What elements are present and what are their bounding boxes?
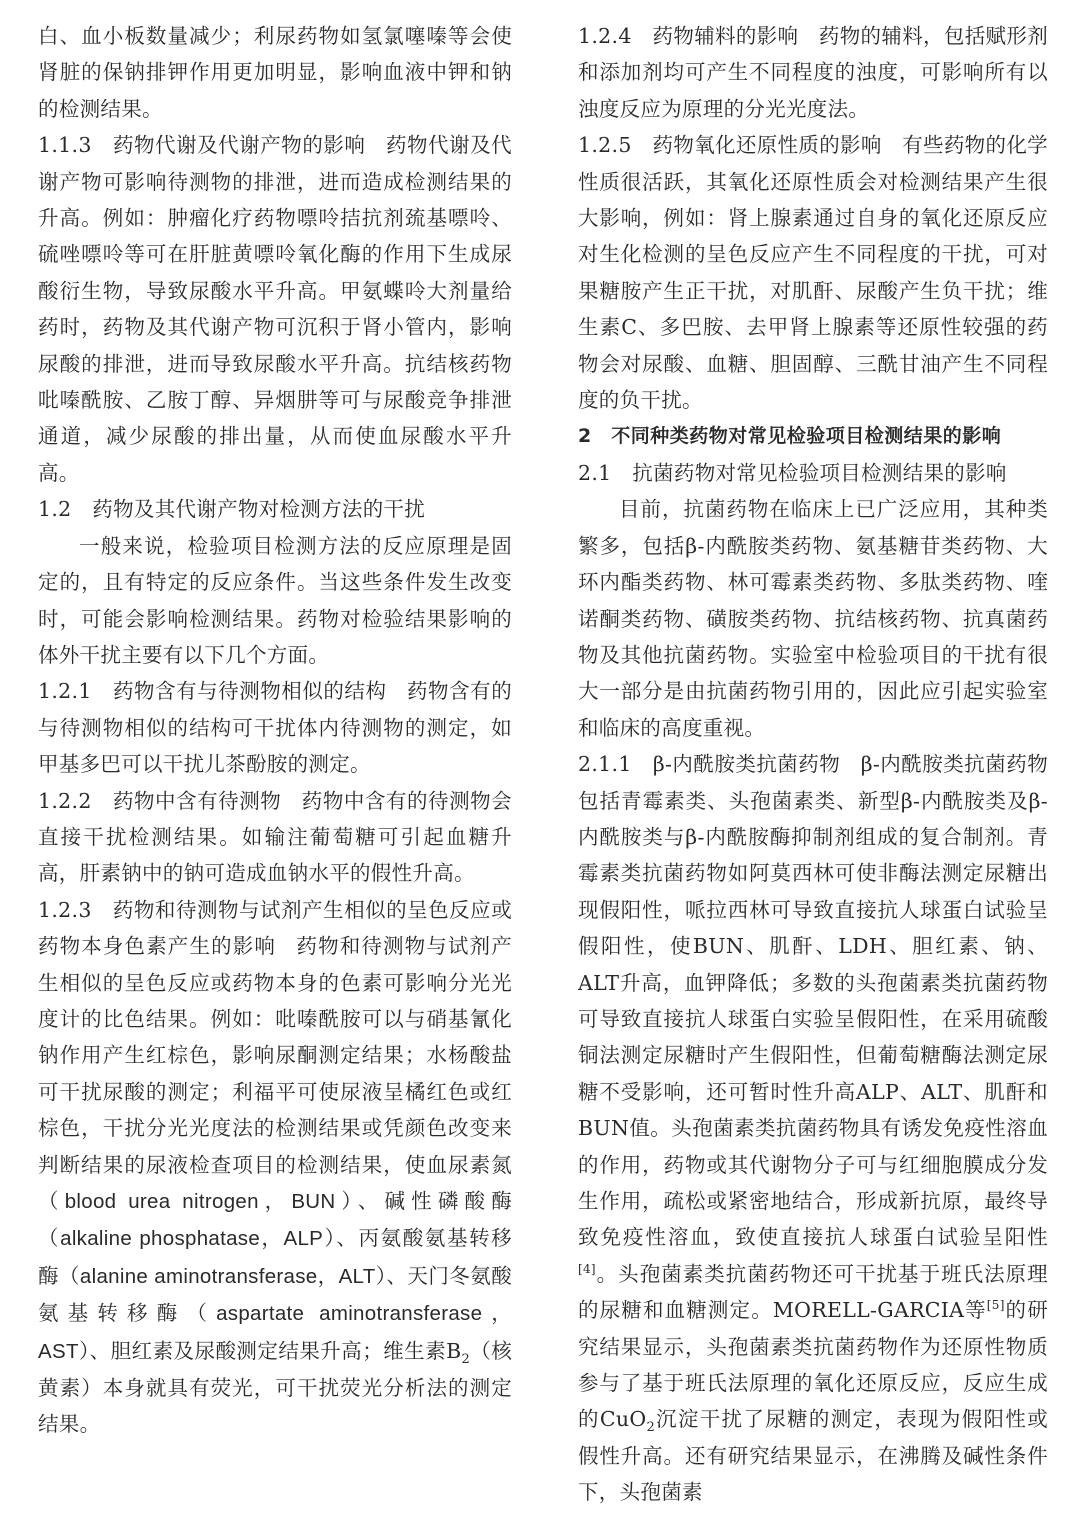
subsection-1-2-5: [578, 127, 1048, 418]
subsection-1-2-2-text: 药物中含有的待测物会直接干扰检测结果。如输注葡萄糖可引起血糖升高，肝素钠中的钠可造成血钠水平的假性升高。: [38, 788, 512, 886]
term-alp: alkaline phosphatase，ALP: [60, 1227, 324, 1251]
term-ast: aspartate aminotransferase，AST: [38, 1302, 512, 1363]
subsection-1-2-1-text: 药物含有的与待测物相似的结构可干扰体内待测物的测定，如甲基多巴可以干扰儿茶酚胺的测定。: [38, 679, 512, 777]
paragraph-intro: 白、血小板数量减少；利尿药物如氢氯噻嗪等会使肾脏的保钠排钾作用更加明显，影响血液中钾和钠的检测结果。: [38, 24, 512, 121]
section-2-heading: 2 不同种类药物对常见检验项目检测结果的影响: [578, 425, 1002, 448]
subsection-1-1-3-heading: 1.1.3 药物代谢及代谢产物的影响: [38, 133, 366, 158]
subsection-1-2-5-text: 有些药物的化学性质很活跃，其氧化还原性质会对检测结果产生很大影响，例如：肾上腺素通过自身的氧化还原反应对生化检测的呈色反应产生不同程度的干扰，可对果糖胺产生正干扰，对肌酐、尿酸产生负干扰；维生素C、多巴胺、去甲肾上腺素等还原性较强的药物会对尿酸、血糖、胆固醇、三酰甘油产生不同程度的负干扰。: [578, 133, 1048, 413]
subsection-1-2-4-heading: 1.2.4 药物辅料的影响: [578, 24, 799, 48]
subsection-1-2-1-heading: 1.2.1 药物含有与待测物相似的结构: [38, 679, 387, 704]
subsection-1-2-2-heading: 1.2.2 药物中含有待测物: [38, 788, 282, 813]
section-1-2-heading: 1.2 药物及其代谢产物对检测方法的干扰: [38, 497, 426, 522]
subsection-2-1-1-text: β-内酰胺类抗菌药物包括青霉素类、头孢菌素类、新型β-内酰胺类及β-内酰胺类与β-内酰胺酶抑制剂组成的复合制剂。青霉素类抗菌药物如阿莫西林可使非酶法测定尿糖出现假阳性，哌拉西林可导致直接抗人球蛋白试验呈假阳性，使BUN、肌酐、LDH、胆红素、钠、ALT升高，血钾降低；多数的头孢菌素类抗菌药物可导致直接抗人球蛋白实验呈假阳性，在采用硫酸铜法测定尿糖时产生假阳性，但葡萄糖酶法测定尿糖不受影响，还可暂时性升高ALP、ALT、肌酐和BUN值。头孢菌素类抗菌药物具有诱发免疫性溶血的作用，药物或其代谢物分子可与红细胞膜成分发生作用，疏松或紧密地结合，形成新抗原，最终导致免疫性溶血，致使直接抗人球蛋白试验呈阳性: [578, 752, 1048, 1250]
subsection-1-1-3-text: 药物代谢及代谢产物可影响待测物的排泄，进而造成检测结果的升高。例如：肿瘤化疗药物嘌呤拮抗剂巯基嘌呤、硫唑嘌呤等可在肝脏黄嘌呤氧化酶的作用下生成尿酸衍生物，导致尿酸水平升高。甲氨蝶呤大剂量给药时，药物及其代谢产物可沉积于肾小管内，影响尿酸的排泄，进而导致尿酸水平升高。抗结核药物吡嗪酰胺、乙胺丁醇、异烟肼等可与尿酸竞争排泄通道，减少尿酸的排出量，从而使血尿酸水平升高。: [38, 133, 512, 485]
section-2-1-heading: 2.1 抗菌药物对常见检验项目检测结果的影响: [578, 460, 1007, 485]
subsection-1-2-4: [578, 18, 1048, 127]
section-1-2-text: 一般来说，检验项目检测方法的反应原理是固定的，且有特定的反应条件。当这些条件发生改变时，可能会影响检测结果。药物对检验结果影响的体外干扰主要有以下几个方面。: [38, 533, 512, 667]
subscript-2-cuo2: 2: [646, 1420, 656, 1436]
term-alt: alanine aminotransferase，ALT: [79, 1264, 376, 1288]
section-2-1-text: 目前，抗菌药物在临床上已广泛应用，其种类繁多，包括β-内酰胺类药物、氨基糖苷类药物、大环内酯类药物、林可霉素类药物、多肽类药物、喹诺酮类药物、磺胺类药物、抗结核药物、抗真菌药物及其他抗菌药物。实验室中检验项目的干扰有很大一部分是由抗菌药物引用的，因此应引起实验室和临床的高度重视。: [578, 497, 1048, 740]
subsection-1-2-3-text: 药物和待测物与试剂产生相似的呈色反应或药物本身的色素可影响分光光度计的比色结果。例如：吡嗪酰胺可以与硝基氰化钠作用产生红棕色，影响尿酮测定结果；水杨酸盐可干扰尿酸的测定；利福平可使尿液呈橘红色或红棕色，干扰分光光度法的检测结果或凭颜色改变来判断结果的尿液检查项目的检测结果，使血尿素氮（: [38, 934, 512, 1213]
subsection-1-2-3: 1.2.3 药物和待测物与试剂产生相似的呈色反应或药物本身色素产生的影响 药物和待测物与试剂产生相似的呈色反应或药物本身的色素可影响分光光度计的比色结果。例如：吡嗪酰胺可以与硝基氰化钠作用产生红棕色，影响尿酮测定结果；水杨酸盐可干扰尿酸的测定；利福平可使尿液呈橘红色或红棕色，干扰分光光度法的检测结果或凭颜色改变来判断结果的尿液检查项目的检测结果，使血尿素氮（blood urea nitrogen，BUN）、碱性磷酸酶（alkaline phosphatase，ALP）、丙氨酸氨基转移酶（alanine aminotransferase，ALT）、天门冬氨酸氨基转移酶（aspartate aminotransferase，AST）、胆红素及尿酸测定结果升高；维生素$B_2$（核黄素）本身就具有荧光，可干扰荧光分析法的测定结果。: [38, 897, 512, 1437]
subsection-2-1-1-heading: 2.1.1 β-内酰胺类抗菌药物: [578, 752, 841, 777]
subsection-2-1-1: 2.1.1 β-内酰胺类抗菌药物 β-内酰胺类抗菌药物包括青霉素类、头孢菌素类、新型β-内酰胺类及β-内酰胺类与β-内酰胺酶抑制剂组成的复合制剂。青霉素类抗菌药物如阿莫西林可使非酶法测定尿糖出现假阳性，哌拉西林可导致直接抗人球蛋白试验呈假阳性，使BUN、肌酐、LDH、胆红素、钠、ALT升高，血钾降低；多数的头孢菌素类抗菌药物可导致直接抗人球蛋白实验呈假阳性，在采用硫酸铜法测定尿糖时产生假阳性，但葡萄糖酶法测定尿糖不受影响，还可暂时性升高ALP、ALT、肌酐和BUN值。头孢菌素类抗菌药物具有诱发免疫性溶血的作用，药物或其代谢物分子可与红细胞膜成分发生作用，疏松或紧密地结合，形成新抗原，最终导致免疫性溶血，致使直接抗人球蛋白试验呈阳性[4]。头孢菌素类抗菌药物还可干扰基于班氏法原理的尿糖和血糖测定。MORELL-GARCIA等[5]的研究结果显示，头孢菌素类抗菌药物作为还原性物质参与了基于班氏法原理的氧化还原反应，反应生成的CuO$_2$沉淀干扰了尿糖的测定，表现为假阳性或假性升高。还有研究结果显示，在沸腾及碱性条件下，头孢菌素: [578, 752, 1049, 1505]
subsection-1-2-4-text: 药物的辅料，包括赋形剂和添加剂均可产生不同程度的浊度，可影响所有以浊度反应为原理的分光光度法。: [578, 24, 1048, 121]
subsection-1-1-3: [38, 127, 512, 491]
left-column: [38, 18, 512, 1538]
subsection-1-2-2: [38, 783, 512, 892]
subsection-1-2-3-heading: 1.2.3 药物和待测物与试剂产生相似的呈色反应或药物本身色素产生的影响: [38, 897, 512, 959]
subsection-1-2-5-heading: 1.2.5 药物氧化还原性质的影响: [578, 133, 882, 158]
subscript-2: 2: [461, 1351, 471, 1367]
subsection-1-2-1: [38, 673, 512, 782]
right-column: [578, 18, 1048, 1538]
reference-4: [4]: [578, 1261, 596, 1276]
reference-5: [5]: [986, 1298, 1005, 1313]
term-bun: blood urea nitrogen，BUN: [64, 1190, 336, 1213]
